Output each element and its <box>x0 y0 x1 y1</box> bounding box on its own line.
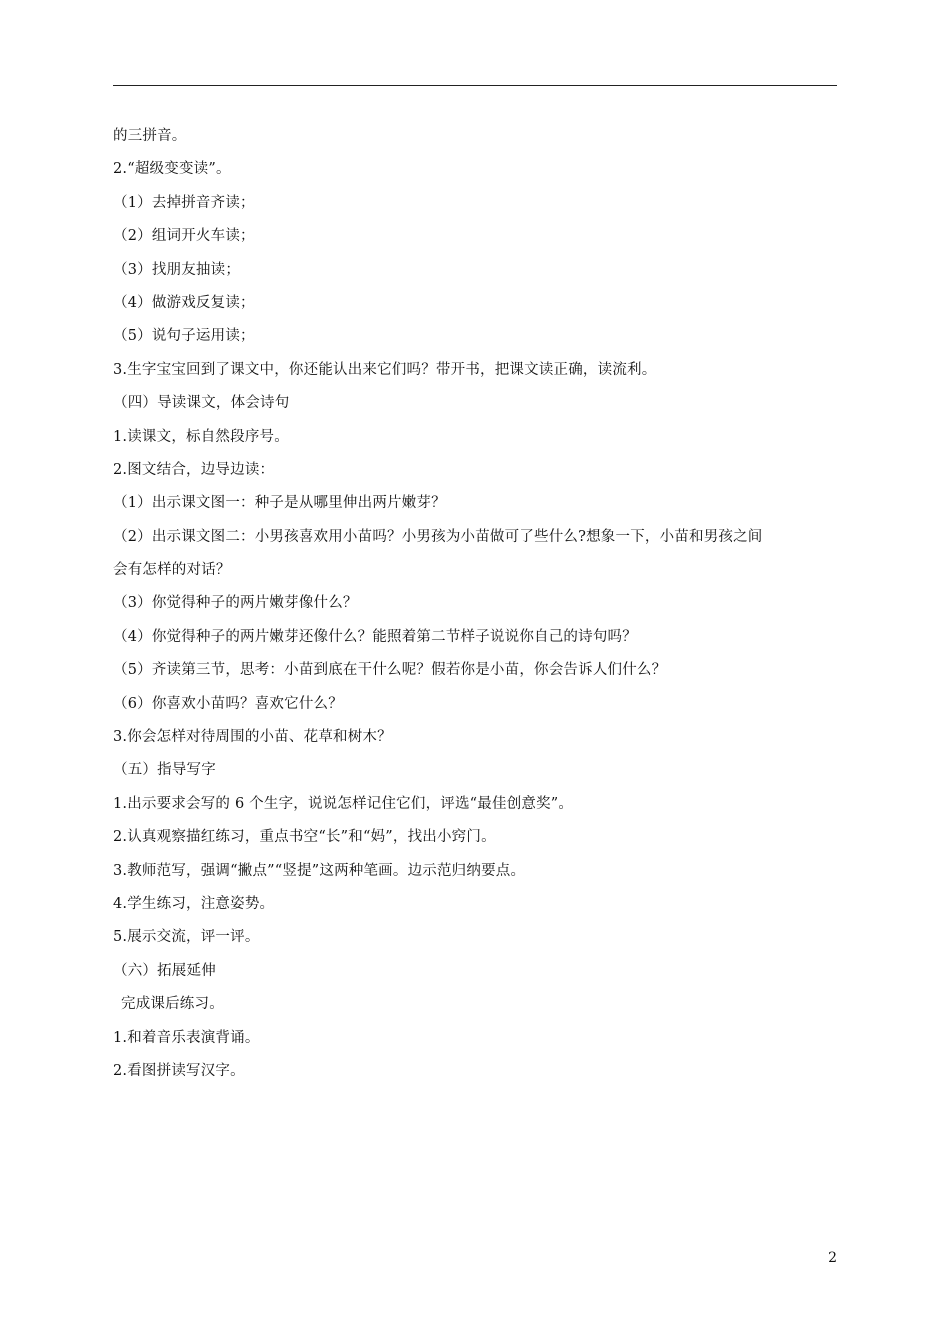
text-line: （2）出示课文图二：小男孩喜欢用小苗吗？小男孩为小苗做可了些什么?想象一下，小苗和男孩之间 <box>113 528 763 545</box>
text-line: 会有怎样的对话？ <box>113 562 231 579</box>
text-line: 1.出示要求会写的 6 个生字，说说怎样记住它们，评选“最佳创意奖”。 <box>113 795 574 812</box>
text-line: 2.认真观察描红练习，重点书空“长”和“妈”，找出小窍门。 <box>113 829 496 846</box>
body-text <box>113 120 837 1088</box>
text-line: （3）找朋友抽读； <box>113 261 241 278</box>
section-heading: （四）导读课文，体会诗句 <box>113 395 290 412</box>
text-line: 3.教师范写，强调“撇点”“竖提”这两种笔画。边示范归纳要点。 <box>113 862 526 879</box>
text-line: 2.图文结合，边导边读： <box>113 461 275 478</box>
text-line: （5）齐读第三节，思考：小苗到底在干什么呢？假若你是小苗，你会告诉人们什么？ <box>113 662 667 679</box>
page-number: 2 <box>828 1250 837 1266</box>
text-line: （2）组词开火车读； <box>113 228 255 245</box>
text-line: 1.和着音乐表演背诵。 <box>113 1029 260 1046</box>
section-heading: （六）拓展延伸 <box>113 962 216 979</box>
text-line: （3）你觉得种子的两片嫩芽像什么？ <box>113 595 358 612</box>
text-line: 5.展示交流，评一评。 <box>113 929 260 946</box>
text-line: 的三拼音。 <box>113 128 187 144</box>
text-line: 2.看图拼读写汉字。 <box>113 1062 245 1079</box>
text-line: （6）你喜欢小苗吗？喜欢它什么？ <box>113 695 343 712</box>
section-heading: （五）指导写字 <box>113 762 216 779</box>
text-line: 完成课后练习。 <box>121 996 224 1013</box>
text-line: （1）去掉拼音齐读； <box>113 194 255 211</box>
header-rule <box>113 85 837 86</box>
text-line: 3.生字宝宝回到了课文中，你还能认出来它们吗？带开书，把课文读正确，读流利。 <box>113 361 657 378</box>
text-line: （1）出示课文图一：种子是从哪里伸出两片嫩芽？ <box>113 495 446 512</box>
text-line: （5）说句子运用读； <box>113 328 255 345</box>
text-line: （4）做游戏反复读； <box>113 294 255 311</box>
text-line: 2.“超级变变读”。 <box>113 161 231 178</box>
text-line: 3.你会怎样对待周围的小苗、花草和树木？ <box>113 729 392 746</box>
text-line: 1.读课文，标自然段序号。 <box>113 428 289 445</box>
text-line: （4）你觉得种子的两片嫩芽还像什么？能照着第二节样子说说你自己的诗句吗？ <box>113 628 637 645</box>
text-line: 4.学生练习，注意姿势。 <box>113 895 275 912</box>
